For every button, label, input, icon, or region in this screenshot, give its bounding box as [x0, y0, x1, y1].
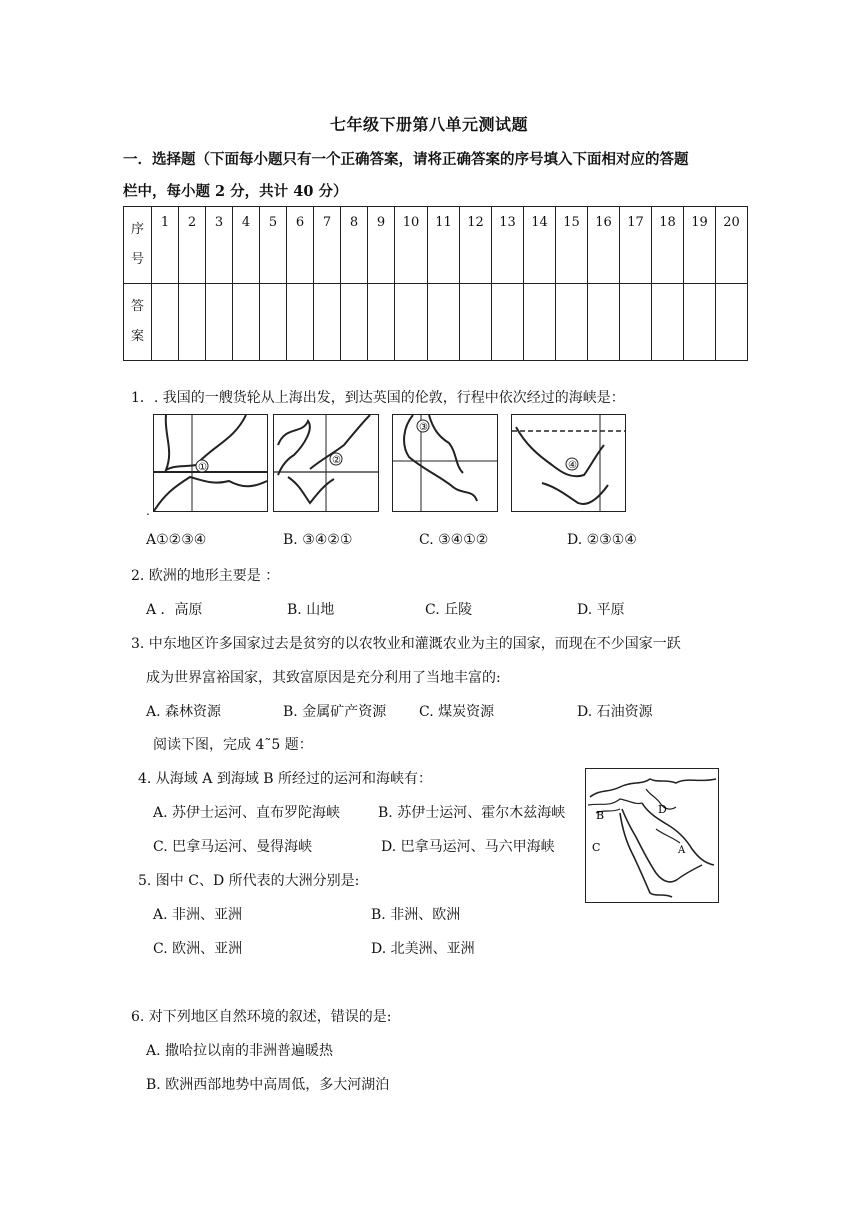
- question-number-cell: 19: [684, 207, 716, 284]
- question-number-cell: 17: [620, 207, 652, 284]
- row-label-number: [124, 207, 152, 284]
- answer-cell[interactable]: [620, 284, 652, 361]
- question-1-option-c: C. ③④①②: [419, 532, 489, 548]
- answer-cell[interactable]: [206, 284, 233, 361]
- answer-cell[interactable]: [428, 284, 460, 361]
- question-number-cell: 16: [588, 207, 620, 284]
- question-number-cell: 3: [206, 207, 233, 284]
- question-2-option-a: A ．高原: [146, 602, 203, 618]
- answer-table: [123, 206, 748, 361]
- question-5-option-c: C. 欧洲、亚洲: [153, 941, 243, 957]
- stray-dot: .: [146, 504, 150, 518]
- question-number-cell: 10: [395, 207, 428, 284]
- section-heading-line1: 一．选择题（下面每小题只有一个正确答案，请将正确答案的序号填入下面相对应的答题: [123, 151, 689, 168]
- answer-cell[interactable]: [341, 284, 368, 361]
- answer-cell[interactable]: [152, 284, 179, 361]
- question-number-cell: 20: [716, 207, 748, 284]
- answer-cell[interactable]: [492, 284, 524, 361]
- middle-east-map-drawing: [586, 769, 718, 902]
- answer-cell[interactable]: [684, 284, 716, 361]
- answer-cell[interactable]: [460, 284, 492, 361]
- row-label-number-char2: 号: [130, 252, 144, 267]
- question-number-cell: 2: [179, 207, 206, 284]
- answer-table-answer-row: [124, 284, 748, 361]
- question-3-stem-line2: 成为世界富裕国家，其致富原因是充分利用了当地丰富的:: [146, 670, 501, 686]
- question-6-stem: 6. 对下列地区自然环境的叙述，错误的是:: [131, 1009, 392, 1025]
- map-4-label: ④: [568, 460, 577, 471]
- middle-east-map: [585, 768, 719, 903]
- map-label-d: D: [658, 803, 667, 816]
- answer-cell[interactable]: [395, 284, 428, 361]
- question-3-option-d: D. 石油资源: [577, 704, 653, 720]
- question-4-option-a: A. 苏伊士运河、直布罗陀海峡: [153, 805, 341, 821]
- map-2-label: ②: [332, 455, 341, 466]
- question-number-cell: 4: [233, 207, 260, 284]
- answer-cell[interactable]: [588, 284, 620, 361]
- question-number-cell: 6: [287, 207, 314, 284]
- question-6-option-b: B. 欧洲西部地势中高周低，多大河湖泊: [146, 1077, 390, 1093]
- question-3-option-c: C. 煤炭资源: [419, 704, 495, 720]
- question-number-cell: 15: [556, 207, 588, 284]
- question-number-cell: 12: [460, 207, 492, 284]
- map-label-a: A: [678, 845, 686, 856]
- map-3-label: ③: [419, 422, 428, 433]
- question-number-cell: 1: [152, 207, 179, 284]
- answer-table-number-row: [124, 207, 748, 284]
- question-number-cell: 11: [428, 207, 460, 284]
- question-3-option-a: A. 森林资源: [146, 704, 222, 720]
- question-number-cell: 14: [524, 207, 556, 284]
- page-title: 七年级下册第八单元测试题: [330, 115, 529, 134]
- question-2-option-b: B. 山地: [287, 602, 335, 618]
- question-5-stem: 5. 图中 C、D 所代表的大洲分别是:: [138, 873, 360, 889]
- question-2-option-d: D. 平原: [577, 602, 625, 618]
- strait-map-1: [153, 414, 268, 512]
- question-number-cell: 5: [260, 207, 287, 284]
- strait-map-2-drawing: [274, 415, 378, 511]
- map-label-b: B: [596, 809, 605, 822]
- question-2-stem: 2. 欧洲的地形主要是 ：: [131, 568, 280, 584]
- row-label-number-char1: 序: [130, 222, 144, 237]
- question-5-option-d: D. 北美洲、亚洲: [371, 941, 475, 957]
- map-1-label: ①: [198, 462, 207, 473]
- question-5-option-b: B. 非洲、欧洲: [371, 907, 461, 923]
- strait-map-3-drawing: [393, 415, 497, 511]
- question-4-option-d: D. 巴拿马运河、马六甲海峡: [381, 839, 555, 855]
- question-4-stem: 4. 从海域 A 到海域 B 所经过的运河和海峡有：: [138, 771, 433, 787]
- reading-instruction: 阅读下图，完成 4˜5 题：: [153, 737, 313, 753]
- question-6-option-a: A. 撒哈拉以南的非洲普遍暖热: [146, 1043, 334, 1059]
- answer-cell[interactable]: [260, 284, 287, 361]
- question-1-option-d: D. ②③①④: [567, 532, 637, 548]
- question-number-cell: 8: [341, 207, 368, 284]
- answer-cell[interactable]: [524, 284, 556, 361]
- row-label-answer-char2: 案: [130, 329, 144, 344]
- answer-cell[interactable]: [368, 284, 395, 361]
- question-number-cell: 9: [368, 207, 395, 284]
- row-label-answer-char1: 答: [130, 299, 144, 314]
- question-5-option-a: A. 非洲、亚洲: [153, 907, 243, 923]
- question-1-stem: 1．. 我国的一艘货轮从上海出发，到达英国的伦敦，行程中依次经过的海峡是：: [131, 390, 625, 406]
- row-label-answer: [124, 284, 152, 361]
- question-2-option-c: C. 丘陵: [425, 602, 473, 618]
- question-4-option-b: B. 苏伊士运河、霍尔木兹海峡: [378, 805, 566, 821]
- answer-cell[interactable]: [314, 284, 341, 361]
- answer-cell[interactable]: [287, 284, 314, 361]
- question-3-option-b: B. 金属矿产资源: [283, 704, 387, 720]
- question-1-option-b: B. ③④②①: [283, 532, 353, 548]
- strait-map-4: [511, 414, 626, 512]
- answer-cell[interactable]: [556, 284, 588, 361]
- strait-map-1-drawing: [154, 415, 267, 511]
- section-heading-line2: 栏中，每小题 2 分，共计 40 分）: [123, 183, 348, 200]
- question-1-option-a: A①②③④: [146, 532, 207, 548]
- question-number-cell: 13: [492, 207, 524, 284]
- strait-map-4-drawing: [512, 415, 625, 511]
- question-3-stem-line1: 3. 中东地区许多国家过去是贫穷的以农牧业和灌溉农业为主的国家，而现在不少国家一跃: [131, 636, 681, 652]
- question-number-cell: 7: [314, 207, 341, 284]
- strait-map-3: [392, 414, 498, 512]
- answer-cell[interactable]: [652, 284, 684, 361]
- answer-cell[interactable]: [233, 284, 260, 361]
- answer-cell[interactable]: [716, 284, 748, 361]
- question-number-cell: 18: [652, 207, 684, 284]
- question-4-option-c: C. 巴拿马运河、曼得海峡: [153, 839, 313, 855]
- strait-map-2: [273, 414, 379, 512]
- map-label-c: C: [592, 841, 601, 854]
- answer-cell[interactable]: [179, 284, 206, 361]
